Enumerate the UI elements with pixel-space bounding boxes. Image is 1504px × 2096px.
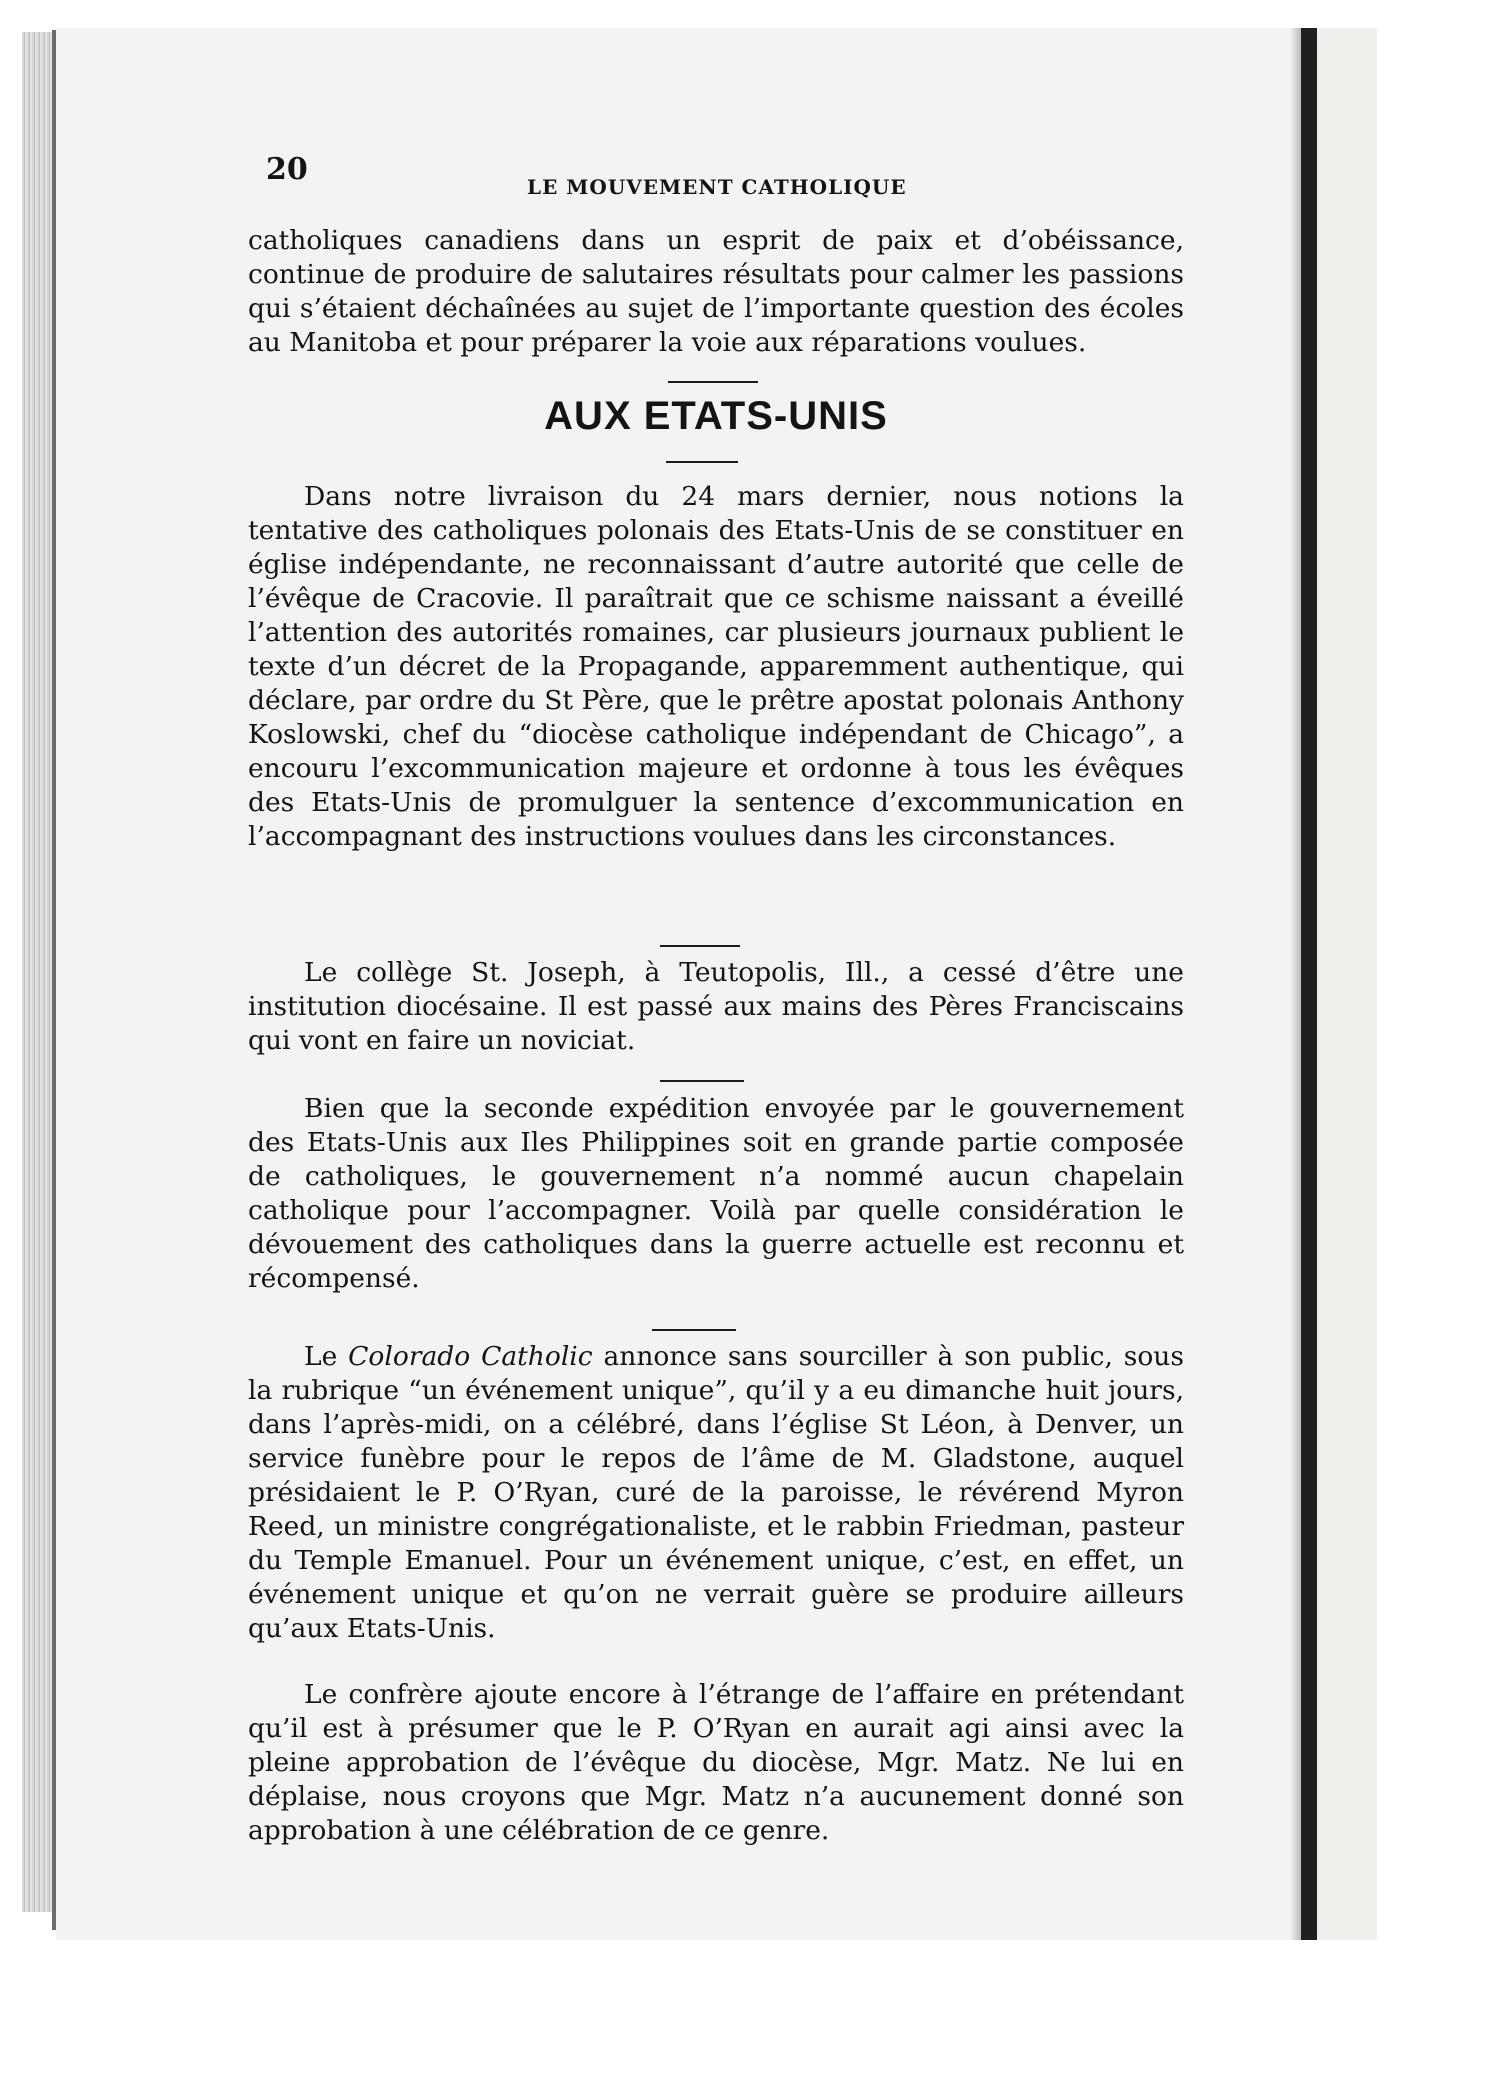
book-binding [1301,28,1317,1940]
section-rule-bottom [666,461,738,463]
paragraph-colorado-catholic [248,1340,1184,1646]
paragraph-block-closing [248,1678,1184,1848]
opening-paragraph: catholiques canadiens dans un esprit de paix et d’obéissance, continue de produire de salutaires résultats pour calmer les passions qui s’étaient déchaînées au sujet de l’importante question des écoles au Manitoba et pour préparer la voie aux réparations voulues. [248,225,1184,358]
page-number: 20 [266,152,308,187]
colorado-body: annonce sans sourciller à son public, sous la rubrique “un événement unique”, qu’il y a eu dimanche huit jours, dans l’après-midi, on a célébré, dans l’église St Léon, à Denver, un service funèbre pour le repos de l’âme de M. Gladstone, auquel présidaient le P. O’Ryan, curé de la paroisse, le révérend Myron Reed, un ministre congrégationaliste, et le rabbin Friedman, pasteur du Temple Emanuel. Pour un événement unique, c’est, en effet, un événement unique et qu’on ne verrait guère se produire ailleurs qu’aux Etats-Unis. [248,1341,1184,1644]
publication-title: Colorado Catholic [348,1341,593,1372]
section-title: AUX ETATS-UNIS [544,394,888,438]
opening-paragraph-block [248,224,1184,360]
paragraph-polish-church: Dans notre livraison du 24 mars dernier, nous notions la tentative des catholiques polonais des Etats-Unis de se constituer en église indépendante, ne reconnaissant d’autre autorité que celle de l’évêque de Cracovie. Il paraîtrait que ce schisme naissant a éveillé l’attention des autorités romaines, car plusieurs journaux publient le texte d’un décret de la Propagande, apparemment authentique, qui déclare, par ordre du St Père, que le prêtre apostat polonais Anthony Koslowski, chef du “diocèse catholique indépendant de Chicago”, a encouru l’excommunication majeure et ordonne à tous les évêques des Etats-Unis de promulguer la sentence d’excommunication en l’accompagnant des instructions voulues dans les circonstances. [248,481,1184,852]
paragraph-philippines-expedition: Bien que la seconde expédition envoyée par le gouvernement des Etats-Unis aux Iles Philippines soit en grande partie composée de catholiques, le gouvernement n’a nommé aucun chapelain catholique pour l’accompagner. Voilà par quelle considération le dévouement des catholiques dans la guerre actuelle est reconnu et récompensé. [248,1093,1184,1294]
separator-rule [652,1329,736,1331]
paragraph-block-colorado [248,1340,1184,1646]
running-head: LE MOUVEMENT CATHOLIQUE [527,175,907,199]
paragraph-block-philippines [248,1092,1184,1296]
separator-rule [660,1080,744,1082]
colorado-lead: Le [304,1341,349,1372]
separator-rule [660,945,740,947]
section-rule-top [668,381,758,383]
facing-page-edge [1317,28,1377,1940]
paragraph-block-polish-church [248,480,1184,854]
paragraph-closing: Le confrère ajoute encore à l’étrange de l’affaire en prétendant qu’il est à présumer que le P. O’Ryan en aurait agi ainsi avec la pleine approbation de l’évêque du diocèse, Mgr. Matz. Ne lui en déplaise, nous croyons que Mgr. Matz n’a aucunement donné son approbation à une célébration de ce genre. [248,1679,1184,1846]
paragraph-college-st-joseph: Le collège St. Joseph, à Teutopolis, Ill., a cessé d’être une institution diocésaine. Il est passé aux mains des Pères Franciscains qui vont en faire un noviciat. [248,957,1184,1056]
paragraph-block-college [248,956,1184,1058]
